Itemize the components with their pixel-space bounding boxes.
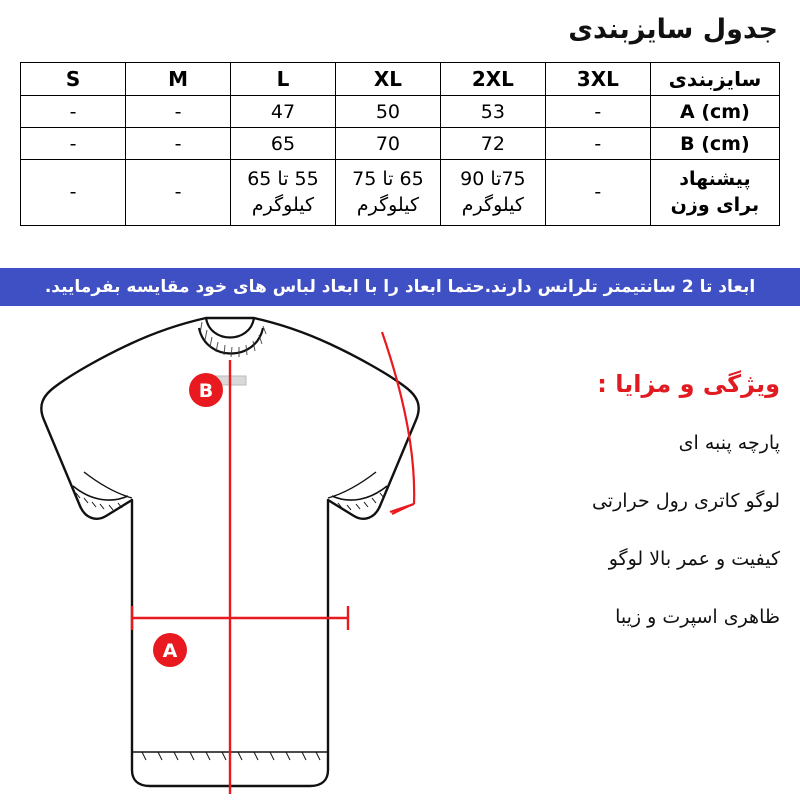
sleeve-hem-dashes-left (76, 493, 122, 510)
table-cell: - (21, 128, 126, 160)
table-col-header: L (231, 63, 336, 96)
marker-b-label: B (198, 380, 214, 402)
table-cell: - (545, 96, 650, 128)
table-cell: - (545, 128, 650, 160)
cell-line2: کیلوگرم (461, 193, 524, 216)
row-label-line1: پیشنهاد (679, 167, 751, 190)
cell-line1: 55 تا 65 (247, 167, 319, 190)
cell-line2: کیلوگرم (251, 193, 315, 216)
cell-line1: 75تا 90 (460, 167, 526, 190)
table-cell: - (126, 96, 231, 128)
table-cell (335, 160, 440, 226)
table-cell: 53 (440, 96, 545, 128)
features-title: ویژگی و مزایا : (597, 370, 780, 398)
table-col-header: XL (335, 63, 440, 96)
cell-line1: - (594, 180, 602, 203)
table-col-header: M (126, 63, 231, 96)
feature-item: لوگو کاتری رول حرارتی (591, 490, 780, 512)
marker-a-label: A (162, 640, 178, 662)
marker-a (153, 633, 187, 667)
sleeve-hem-dashes-right (338, 493, 384, 510)
row-label: B (cm) (650, 128, 779, 160)
notice-text: ابعاد تا 2 سانتیمتر تلرانس دارند.حتما ابعاد را با ابعاد لباس های خود مقایسه بفرمایید. (44, 277, 756, 297)
table-cell: 65 (231, 128, 336, 160)
table-cell: 70 (335, 128, 440, 160)
table-col-header: 2XL (440, 63, 545, 96)
page-title: جدول سایزبندی (568, 14, 778, 45)
table-cell (231, 160, 336, 226)
cell-line2: کیلوگرم (356, 193, 420, 216)
table-cell: - (21, 96, 126, 128)
table-row (21, 96, 780, 128)
table-header-row (21, 63, 780, 96)
marker-b (189, 373, 223, 407)
measure-line-a (132, 606, 348, 630)
table-cell (440, 160, 545, 226)
row-label (650, 160, 779, 226)
features-panel (530, 370, 780, 664)
feature-item: پارچه پنبه ای (678, 432, 780, 454)
feature-item: کیفیت و عمر بالا لوگو (608, 548, 780, 570)
row-label-line2: برای وزن (670, 193, 760, 216)
table-cell: 72 (440, 128, 545, 160)
table-row (21, 160, 780, 226)
cell-line1: - (174, 180, 182, 203)
size-table (20, 62, 780, 226)
row-label: A (cm) (650, 96, 779, 128)
table-cell: 47 (231, 96, 336, 128)
cell-line1: - (69, 180, 77, 203)
feature-item: ظاهری اسپرت و زیبا (615, 606, 780, 628)
collar-outline (199, 318, 263, 354)
table-cell (21, 160, 126, 226)
cell-line1: 65 تا 75 (352, 167, 424, 190)
table-cell (545, 160, 650, 226)
table-cell: 50 (335, 96, 440, 128)
tshirt-diagram (10, 300, 500, 800)
table-col-header: سایزبندی (650, 63, 779, 96)
table-cell (126, 160, 231, 226)
table-col-header: 3XL (545, 63, 650, 96)
table-cell: - (126, 128, 231, 160)
table-col-header: S (21, 63, 126, 96)
table-row (21, 128, 780, 160)
